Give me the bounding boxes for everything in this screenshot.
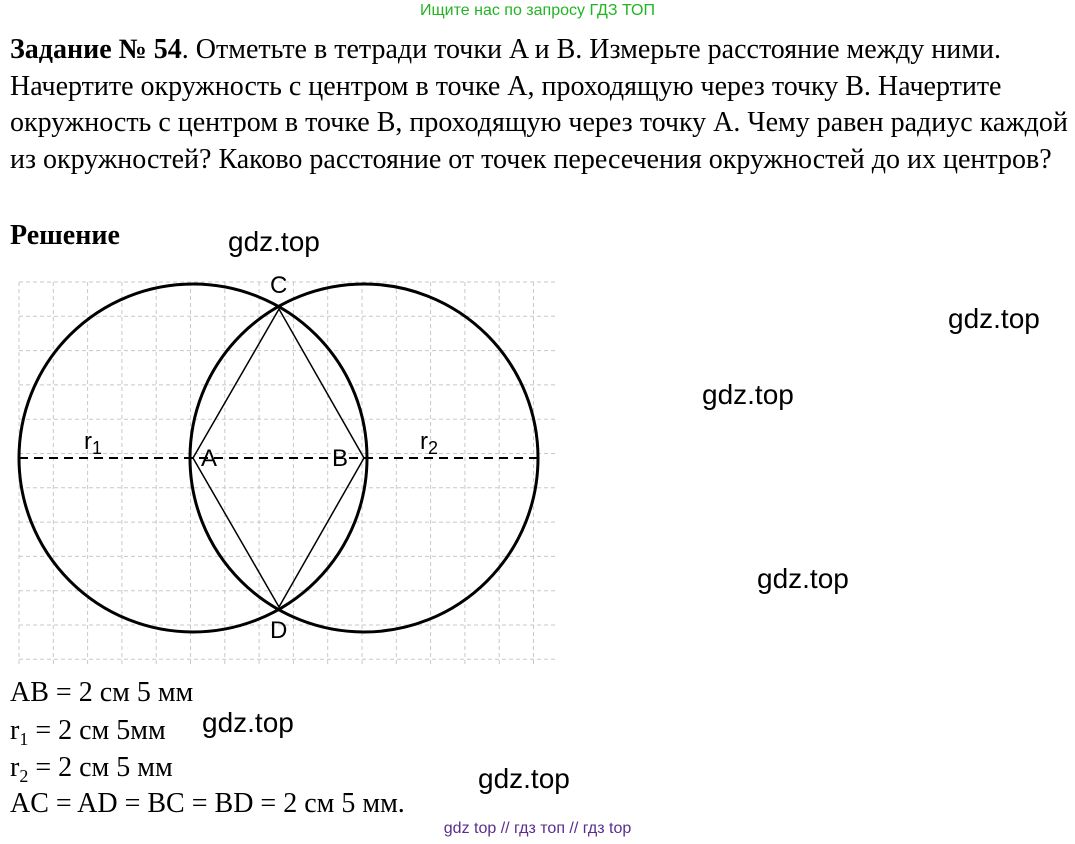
geometry-figure <box>0 260 560 670</box>
label-b: B <box>332 445 349 472</box>
watermark-2: gdz.top <box>948 303 1040 334</box>
task-statement <box>10 32 1070 178</box>
label-d: D <box>270 617 288 644</box>
watermark-3: gdz.top <box>702 379 794 410</box>
label-c: C <box>270 272 288 299</box>
watermark-1: gdz.top <box>228 226 320 257</box>
task-number: Задание № 54 <box>10 34 182 65</box>
result-r2: $r_2 = 2$ см 5 мм <box>10 752 173 786</box>
watermark-4: gdz.top <box>757 563 849 594</box>
top-banner[interactable]: Ищите нас по запросу ГДЗ ТОП <box>420 2 655 19</box>
result-r1: $r_1 = 2$ см 5мм <box>10 715 166 749</box>
result-chords: AC = AD = BC = BD = 2 см 5 мм. <box>10 788 405 819</box>
watermark-6: gdz.top <box>478 763 570 794</box>
result-ab: AB = 2 см 5 мм <box>10 677 194 708</box>
label-r2: $r_2$ <box>420 428 439 458</box>
label-a: A <box>201 445 218 472</box>
task-text: . Отметьте в тетради точки A и B. Измерьте расстояние между ними. Начертите окружность с центром в точке A, проходящую через точку B. Начертите окружность с центром в точке B, проходящую через точку A. Чему равен радиус каждой из окружностей? Каково расстояние от точек пересечения окружностей до их центров? <box>10 34 1068 175</box>
bottom-banner[interactable]: gdz top // гдз топ // гдз top <box>443 820 632 837</box>
solution-heading: Решение <box>10 220 120 251</box>
watermark-5: gdz.top <box>202 707 294 738</box>
grid <box>19 282 555 666</box>
label-r1: $r_1$ <box>84 428 103 458</box>
